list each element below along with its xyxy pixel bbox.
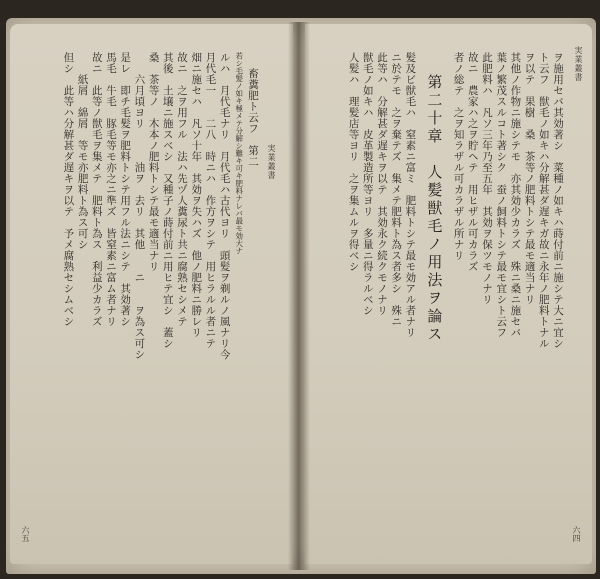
chapter-title: 第二十章 人髪獣毛ノ用法ヲ論ス (425, 74, 444, 344)
right-text-block (327, 52, 565, 547)
text-column: 者ノ総テ 之ヲ知ラザル可カラザル所ナリ (452, 52, 465, 261)
text-column: 葉ノ繁茂スルコト著シク 蚕ノ飼料トシテ最モ宜シト云フ (495, 52, 508, 338)
page-number: 六四 (572, 526, 581, 542)
text-column: 畜糞肥ト云フ 第二 (247, 68, 259, 167)
page-number: 六五 (21, 526, 30, 542)
running-header: 実業叢書 (267, 144, 276, 180)
text-column: 是レ 即チ毛髪ヲ肥料トシテ用フル法ニシテ 其効著シ (119, 52, 132, 327)
text-column: 獣毛ノ如キハ 皮革製造所等ヨリ 多量ニ得ラルベシ (361, 52, 374, 316)
text-column: 故ニ 之ヲ用フル 法ハ先ヅ人糞尿ト共ニ腐熟セシメテ (175, 52, 188, 327)
text-column: 其後 土壌ニ施スベシ 又種子ノ蒔付前ニ用ヒテ宜シ 蓋シ (161, 52, 174, 349)
text-column: 紙屑 綿屑 等モ亦肥料ト為ス可シ (76, 74, 89, 250)
right-page (305, 24, 592, 564)
book-spread (6, 18, 596, 574)
text-column: 故ニ 此等ノ獣毛ヲ集メテ 肥料ト為ス 利益少カラズ (90, 52, 103, 327)
text-column: ルハ 月代毛ナリ 月代毛ハ古代ヨリ 頭髪ヲ剃ルノ風ナリ今 (218, 52, 231, 360)
text-column: 故ニ 農家ハ之ヲ貯ヘテ 用ヒザル可カラズ (466, 52, 479, 272)
text-column: 但シ 此等ハ分解甚ダ遅キヲ以テ 予メ腐熟セシムベシ (62, 52, 75, 327)
text-column: 此肥料ハ 凡ソ三年乃至五年 其効ヲ保ツモノナリ (480, 52, 493, 305)
text-column: 馬毛 牛毛 豚毛等モ亦之ニ準ズ 皆窒素ニ富ム者ナリ (104, 52, 117, 327)
text-column: ニ於テモ 之ヲ棄テズ 集メテ肥料ト為ス者多シ 殊ニ (390, 52, 403, 327)
book-gutter (288, 22, 310, 570)
text-column: 月代毛一 二八 時ニハ 作方ヲシテ 用ヒラルル者ニテ (204, 52, 217, 349)
text-column: 此等ハ 分解甚ダ遅キヲ以テ 其効永ク続クモノナリ (375, 52, 388, 316)
text-column: ト云フ 獣毛ノ如キハ分解甚ダ遅キガ故ニ永年ノ肥料トナル (537, 52, 550, 349)
text-column: 六月頃ヨリ 油ヲ 去リ 其他 ニ ヲ為ス可シ (133, 74, 146, 360)
text-column: 髪及ビ獣毛ハ 窒素ニ富ミ 肥料トシテ最モ効アル者ナリ (404, 52, 417, 338)
text-column: ヲ以テ 果樹 桑 茶等ノ肥料トシテ最モ適当ナリ (523, 52, 536, 305)
text-column: ヲ施用セバ其効著シ 菜種ノ如キハ蒔付前ニ施シテ大ニ宜シ (552, 52, 564, 349)
running-header: 実業叢書 (574, 46, 583, 82)
text-column: 桑 茶等ノ 木本ノ肥料トシテ最モ適当ナリ (147, 52, 160, 272)
text-column: 畑ニ施セハ 凡ソ十年 其効ヲ失ハズ 他ノ肥料ニ勝レリ (190, 52, 203, 338)
text-column: 人髪ハ 理髪店等ヨリ 之ヲ集ムルヲ得ベシ (347, 52, 360, 272)
left-text-block (24, 52, 260, 547)
text-column: 若シ毛髪ノ如キ極メテ分解シ難キ可キ肥料ナレバ最モ効大ナ (234, 52, 244, 255)
left-page (10, 24, 293, 564)
text-column: 其他ノ作物ニ施シテモ 亦其効少カラズ 殊ニ桑ニ施セバ (509, 52, 522, 338)
